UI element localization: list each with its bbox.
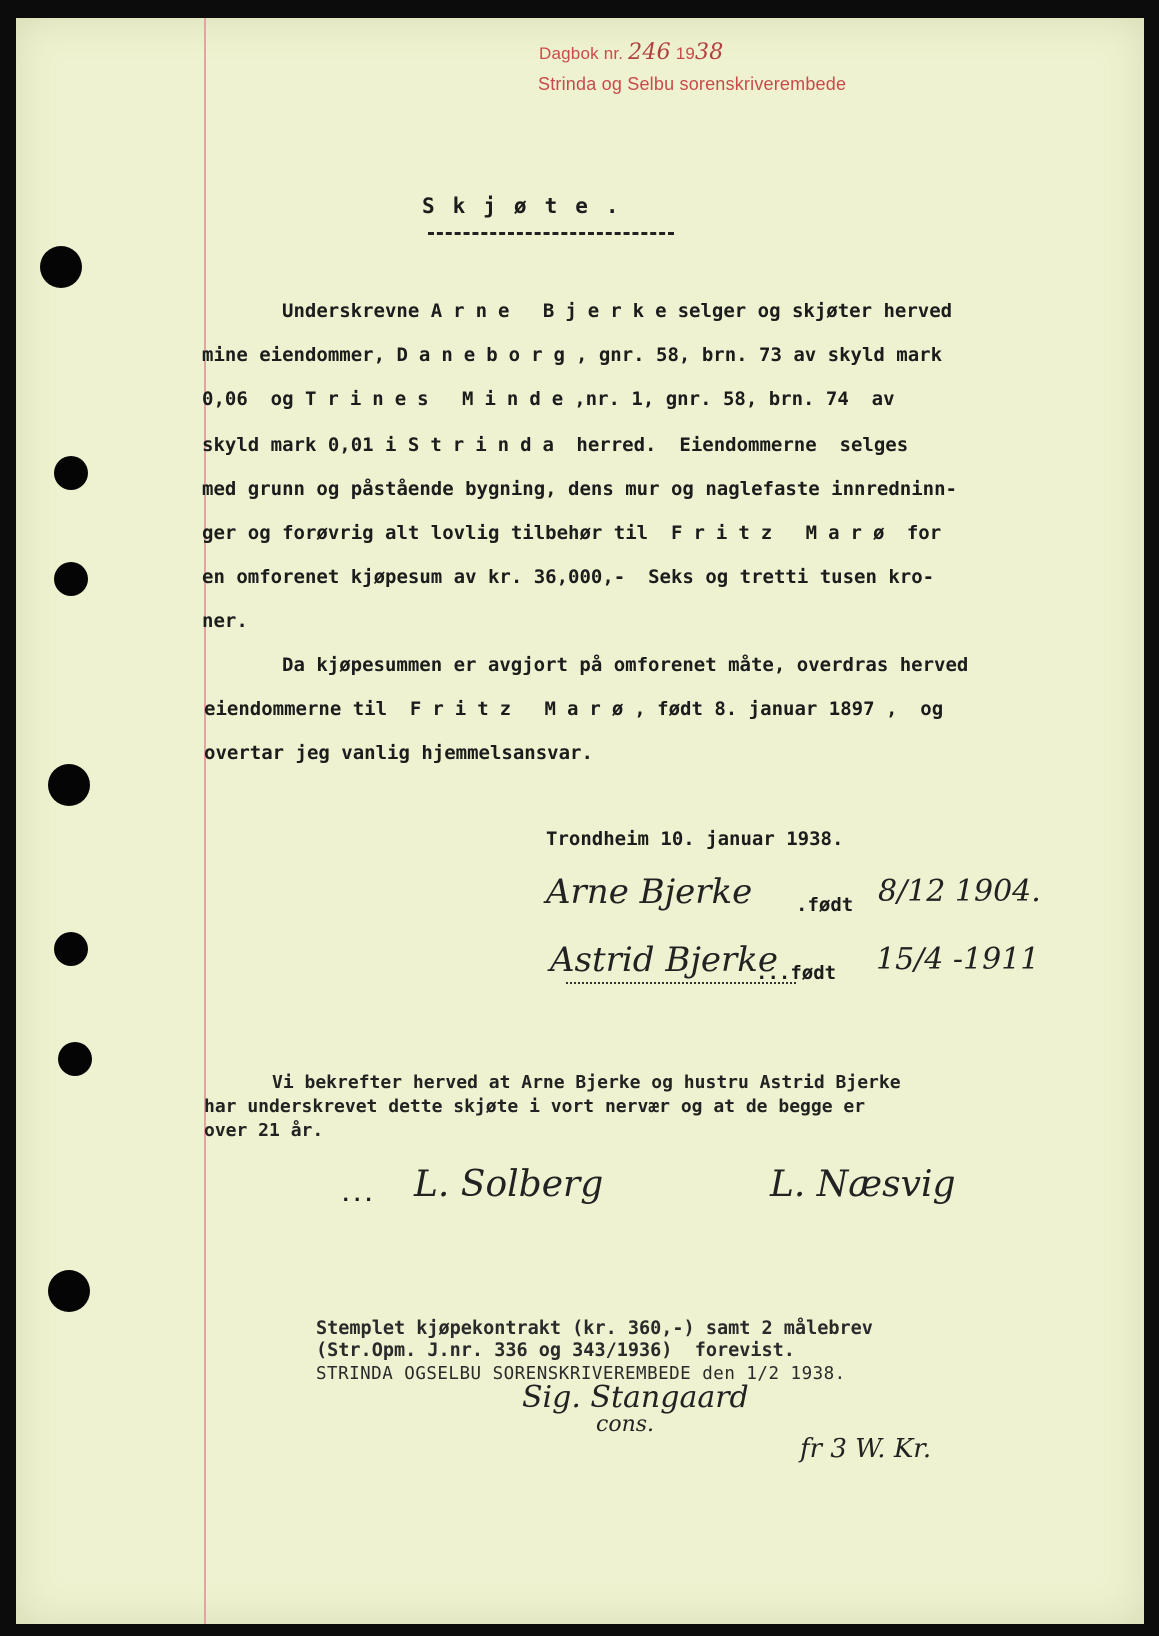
body-line: ner. xyxy=(202,610,248,632)
spaced-name: Trines Minde xyxy=(304,388,575,410)
text: 0,06 og xyxy=(202,388,305,410)
signature-spouse: Astrid Bjerke xyxy=(550,940,778,980)
text: skyld mark 0,01 i xyxy=(202,434,408,456)
punch-hole xyxy=(40,246,82,288)
registrar-signature: Sig. Stangaard xyxy=(522,1380,749,1415)
text: selger og skjøter herved xyxy=(677,300,953,322)
text: ger og forøvrig alt lovlig tilbehør til xyxy=(202,522,671,544)
punch-hole xyxy=(48,764,90,806)
title-underline xyxy=(428,232,674,235)
office-stamp: Strinda og Selbu sorenskriverembede xyxy=(538,74,847,94)
born-date-handwritten: 8/12 1904. xyxy=(878,874,1041,909)
body-line xyxy=(282,300,952,322)
witness-signature-2: L. Næsvig xyxy=(770,1164,956,1205)
punch-hole xyxy=(58,1042,92,1076)
text: eiendommerne til xyxy=(204,698,410,720)
diary-year-printed: 19 xyxy=(675,44,696,63)
body-line xyxy=(202,388,895,410)
text: , født 8. januar 1897 , og xyxy=(634,698,944,720)
spaced-name: Fritz Marø xyxy=(409,698,635,720)
text: Underskrevne xyxy=(282,300,431,322)
diary-prefix: Dagbok nr. xyxy=(539,44,624,63)
born-label: .født xyxy=(796,894,854,916)
text: ,nr. 1, gnr. 58, brn. 74 av xyxy=(574,388,895,410)
text: , gnr. 58, brn. 73 av skyld mark xyxy=(575,344,943,366)
born-label: ...født xyxy=(756,962,837,984)
diary-stamp-line xyxy=(539,40,723,65)
document-page xyxy=(16,18,1144,1624)
text: herred. Eiendommerne selges xyxy=(564,434,909,456)
diary-number: 246 xyxy=(628,40,671,65)
spaced-name: Arne Bjerke xyxy=(430,300,678,322)
body-line: Da kjøpesummen er avgjort på omforenet måte, overdras herved xyxy=(282,654,969,676)
body-line: en omforenet kjøpesum av kr. 36,000,- Seks og tretti tusen kro- xyxy=(202,566,935,588)
body-line xyxy=(204,698,943,720)
registration-line: Stemplet kjøpekontrakt (kr. 360,-) samt 2 målebrev xyxy=(316,1318,873,1339)
fee-note: fr 3 W. Kr. xyxy=(800,1434,932,1464)
body-line xyxy=(202,434,908,456)
spaced-name: Daneborg xyxy=(396,344,576,366)
punch-hole xyxy=(48,1270,90,1312)
punch-hole xyxy=(54,932,88,966)
punch-hole xyxy=(54,562,88,596)
body-line: med grunn og påstående bygning, dens mur og naglefaste innredninn- xyxy=(202,478,957,500)
witness-signature-1: L. Solberg xyxy=(414,1164,604,1205)
registrar-title: cons. xyxy=(596,1412,655,1437)
body-line xyxy=(202,344,942,366)
attestation-line: Vi bekrefter herved at Arne Bjerke og hustru Astrid Bjerke xyxy=(272,1072,901,1093)
dateline: Trondheim 10. januar 1938. xyxy=(546,828,844,850)
body-line: overtar jeg vanlig hjemmelsansvar. xyxy=(204,742,593,764)
spaced-name: Fritz Marø xyxy=(671,522,896,544)
witness-dots: ... xyxy=(340,1184,375,1206)
text: for xyxy=(895,522,942,544)
spaced-name: Strinda xyxy=(407,434,565,456)
attestation-line: over 21 år. xyxy=(204,1120,324,1141)
document-title: Skjøte. xyxy=(422,194,637,218)
signature-seller: Arne Bjerke xyxy=(546,872,753,912)
text: mine eiendommer, xyxy=(202,344,397,366)
margin-line xyxy=(204,18,206,1624)
punch-hole xyxy=(54,456,88,490)
attestation-line: har underskrevet dette skjøte i vort nervær og at de begge er xyxy=(204,1096,866,1117)
born-date-handwritten: 15/4 -1911 xyxy=(876,942,1040,977)
registration-stamp: STRINDA OGSELBU SORENSKRIVEREMBEDE den 1/2 1938. xyxy=(316,1364,846,1384)
diary-year-hand: 38 xyxy=(695,40,724,65)
body-line xyxy=(202,522,941,544)
registration-line: (Str.Opm. J.nr. 336 og 343/1936) forevist. xyxy=(316,1340,795,1361)
